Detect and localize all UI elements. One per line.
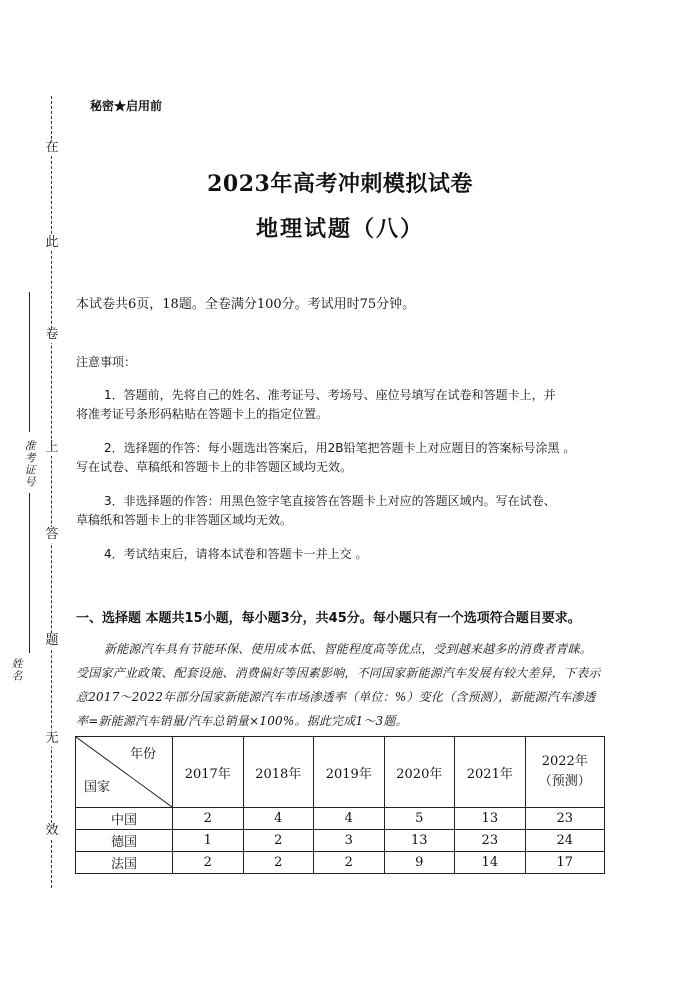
table-cell: 2 — [173, 852, 244, 874]
corner-year-label: 年份 — [129, 747, 156, 762]
table-cell: 17 — [525, 852, 604, 874]
table-header-note: （预测） — [538, 774, 591, 789]
table-header-cell: 2019年 — [314, 737, 385, 808]
notice-item-line: 2．选择题的作答：每小题选出答案后，用2B铅笔把答题卡上对应题目的答案标号涂黑 。 — [104, 441, 576, 455]
notice-item-line: 3．非选择题的作答：用黑色签字笔直接答在答题卡上对应的答题区域内。写在试卷、 — [104, 494, 556, 508]
notice-item — [76, 545, 616, 564]
table-header-cell — [525, 737, 604, 808]
table-cell: 4 — [243, 808, 314, 830]
exam-title: 2023年高考冲刺模拟试卷 — [207, 171, 473, 197]
table-cell: 5 — [384, 808, 455, 830]
binding-char: 无 — [45, 731, 59, 746]
exam-number-label: 准考证号 — [23, 440, 36, 488]
notice-item-line: 写在试卷、草稿纸和答题卡上的非答题区域均无效。 — [76, 460, 353, 474]
table-cell: 14 — [455, 852, 526, 874]
table-cell: 13 — [455, 808, 526, 830]
table-row — [76, 852, 605, 874]
table-row — [76, 830, 605, 852]
section-title: 一、选择题 本题共15小题，每小题3分，共45分。每小题只有一个选项符合题目要求。 — [76, 611, 581, 626]
notice-item-line: 草稿纸和答题卡上的非答题区域均无效。 — [76, 513, 293, 527]
table-cell: 2 — [243, 830, 314, 852]
subject-title: 地理试题（八） — [255, 216, 424, 242]
binding-char: 在 — [45, 140, 59, 155]
binding-char: 效 — [45, 823, 59, 838]
table-header-cell: 2018年 — [243, 737, 314, 808]
table-cell: 23 — [455, 830, 526, 852]
notice-item-line: 1．答题前，先将自己的姓名、准考证号、考场号、座位号填写在试卷和答题卡上，并 — [104, 388, 556, 402]
binding-char: 卷 — [45, 327, 59, 342]
table-cell: 4 — [314, 808, 385, 830]
penetration-table — [75, 736, 605, 874]
table-cell: 2 — [173, 808, 244, 830]
notice-item — [76, 386, 616, 424]
corner-diagonal — [76, 737, 172, 807]
table-country-cell: 中国 — [76, 808, 173, 830]
table-header-row — [76, 737, 605, 808]
table-cell: 13 — [384, 830, 455, 852]
notice-item — [76, 439, 616, 477]
table-country-cell: 法国 — [76, 852, 173, 874]
secret-label: 秘密★启用前 — [90, 99, 163, 113]
table-cell: 24 — [525, 830, 604, 852]
table-cell: 3 — [314, 830, 385, 852]
table-cell: 2 — [314, 852, 385, 874]
table-cell: 1 — [173, 830, 244, 852]
notice-item-line: 将准考证号条形码粘贴在答题卡上的指定位置。 — [76, 407, 329, 421]
notice-item-line: 4．考试结束后，请将本试卷和答题卡一并上交 。 — [104, 547, 368, 561]
table-corner-cell — [76, 737, 173, 808]
table-cell: 9 — [384, 852, 455, 874]
table-row — [76, 808, 605, 830]
binding-char: 题 — [45, 633, 59, 648]
question-passage: 新能源汽车具有节能环保、使用成本低、智能程度高等优点，受到越来越多的消费者青睐。受国家产业政策、配套设施、消费偏好等因素影响，不同国家新能源汽车发展有较大差异，下表示意2017～2022年部分国家新能源汽车市场渗透率（单位：%）变化（含预测），新能源汽车渗透率=新能源汽车销量/汽车总销量×100%。据此完成1～3题。 — [76, 642, 601, 728]
table-header-cell: 2017年 — [173, 737, 244, 808]
exam-intro: 本试卷共6页，18题。全卷满分100分。考试用时75分钟。 — [76, 297, 416, 312]
corner-country-label: 国家 — [84, 780, 111, 795]
name-label: 姓名 — [10, 658, 23, 682]
table-cell: 23 — [525, 808, 604, 830]
binding-char: 上 — [45, 440, 59, 455]
table-header-cell: 2021年 — [455, 737, 526, 808]
binding-char: 答 — [45, 527, 59, 542]
table-cell: 2 — [243, 852, 314, 874]
table-header-year: 2022年 — [541, 754, 588, 769]
notice-title: 注意事项： — [76, 355, 137, 369]
binding-char: 此 — [45, 235, 59, 250]
notice-item — [76, 492, 616, 530]
table-header-cell: 2020年 — [384, 737, 455, 808]
exam-number-line-bottom — [29, 493, 30, 653]
table-country-cell: 德国 — [76, 830, 173, 852]
exam-number-line-top — [29, 292, 30, 432]
